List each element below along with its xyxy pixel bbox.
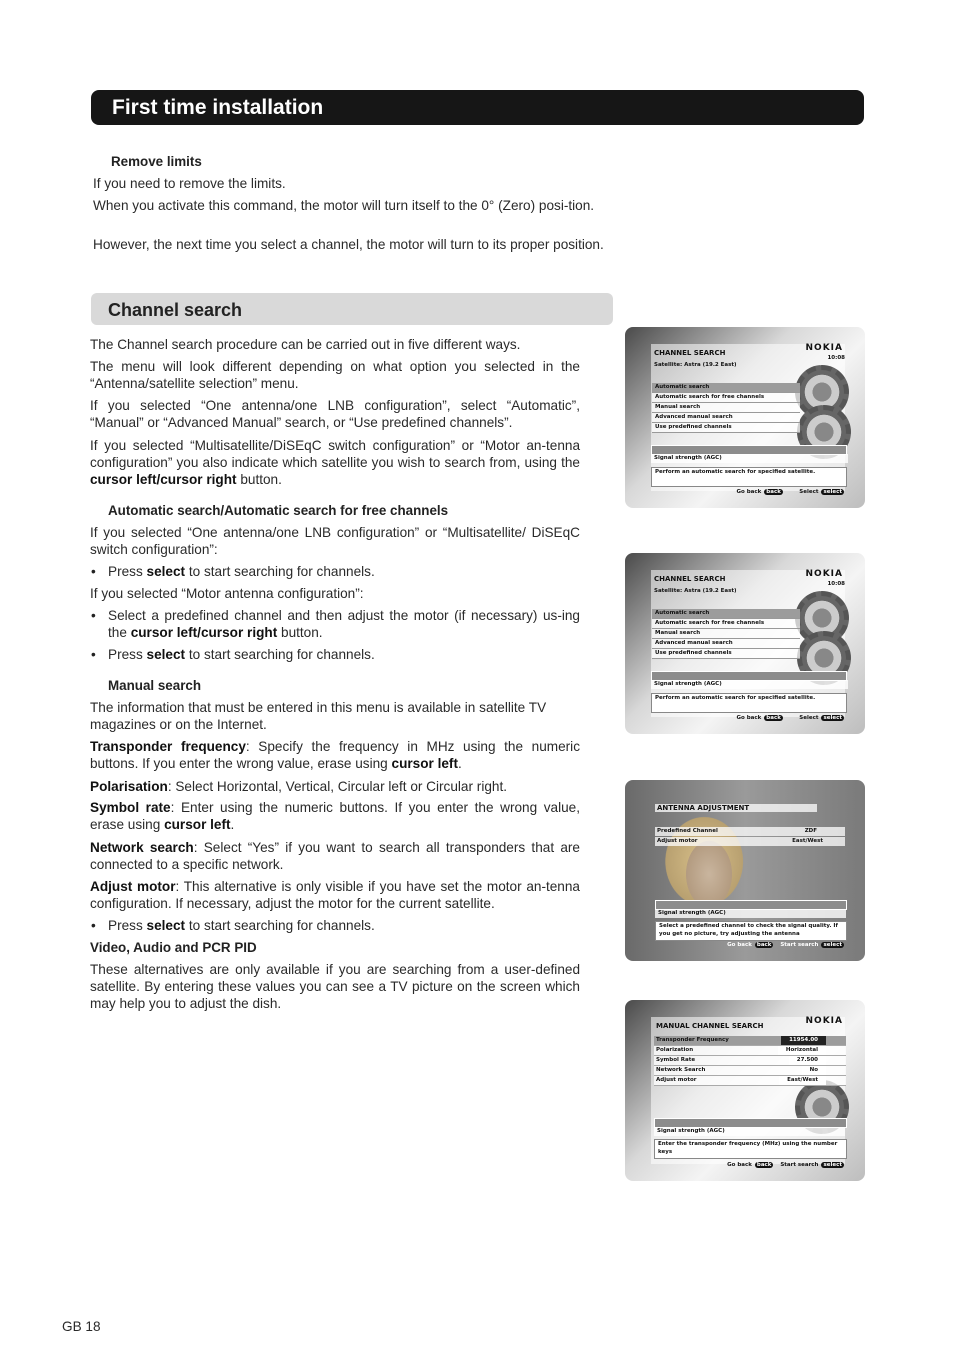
auto-search-p1: If you selected “One antenna/one LNB configuration” or “Multisatellite/ DiSEqC switch configuration”: bbox=[90, 525, 580, 557]
sr-key: cursor left bbox=[164, 817, 231, 832]
menu-item-predefined[interactable]: Use predefined channels bbox=[652, 423, 800, 433]
signal-label: Signal strength (AGC) bbox=[654, 1127, 845, 1136]
b3-c: to start searching for channels. bbox=[185, 647, 375, 662]
field-value: 27.500 bbox=[789, 1056, 826, 1065]
mb-key: select bbox=[146, 918, 186, 933]
network-search-field[interactable] bbox=[654, 1066, 846, 1076]
sr-text: : Enter using the numeric buttons. If you enter the wrong value, erase using bbox=[90, 800, 581, 832]
pol-label: Polarisation bbox=[90, 779, 168, 794]
auto-search-bullet-1 bbox=[108, 563, 580, 580]
auto-search-p2: If you selected “Motor antenna configuration”: bbox=[90, 586, 364, 601]
antenna-adjustment-screen bbox=[625, 780, 865, 961]
select-label: Select bbox=[799, 715, 819, 721]
pid-heading: Video, Audio and PCR PID bbox=[90, 940, 257, 955]
polarisation-text bbox=[90, 778, 580, 795]
go-back-label: Go back bbox=[727, 1162, 752, 1168]
remove-limits-p3: However, the next time you select a channel, the motor will turn to its proper position. bbox=[93, 237, 604, 252]
select-key[interactable]: select bbox=[823, 942, 842, 948]
go-back-label: Go back bbox=[736, 489, 762, 495]
b2-a: Select a predefined channel and then adjust the motor (if necessary) us-ing the bbox=[108, 608, 580, 640]
remove-limits-p1: If you need to remove the limits. bbox=[93, 176, 286, 191]
bullet-dot: • bbox=[91, 608, 96, 623]
polarization-field[interactable] bbox=[654, 1046, 846, 1056]
transponder-frequency-field[interactable] bbox=[654, 1036, 846, 1046]
screen-footer bbox=[727, 1162, 847, 1168]
channel-search-p2: The menu will look different depending on what option you selected in the “Antenna/satellite selection” menu. bbox=[90, 359, 580, 391]
field-value: Horizontal bbox=[778, 1046, 826, 1055]
pol-text: : Select Horizontal, Vertical, Circular left or Circular right. bbox=[167, 779, 508, 794]
bullet-dot: • bbox=[91, 564, 96, 579]
info-box: Perform an automatic search for specified satellite. bbox=[651, 467, 847, 487]
am-text: : This alternative is only visible if you have set the motor an-tenna configuration. If necessary, adjust the motor for the current satellite. bbox=[90, 879, 580, 911]
nokia-logo: NOKIA bbox=[805, 343, 843, 353]
screen-title: ANTENNA ADJUSTMENT bbox=[655, 804, 817, 812]
b3-key: select bbox=[146, 647, 186, 662]
field-label: Transponder Frequency bbox=[656, 1037, 729, 1043]
page-title: First time installation bbox=[112, 96, 324, 119]
p4-text-c: button. bbox=[236, 472, 282, 487]
predefined-channel-row[interactable] bbox=[655, 827, 845, 836]
screen-title: MANUAL CHANNEL SEARCH bbox=[656, 1022, 764, 1030]
signal-label: Signal strength (AGC) bbox=[651, 680, 848, 689]
auto-search-bullet-2 bbox=[108, 607, 580, 641]
menu-item-automatic-free[interactable]: Automatic search for free channels bbox=[652, 393, 800, 403]
b2-key: cursor left/cursor right bbox=[130, 625, 278, 640]
channel-search-p1: The Channel search procedure can be carried out in five different ways. bbox=[90, 337, 521, 352]
remove-limits-heading: Remove limits bbox=[111, 154, 202, 169]
sr-label: Symbol rate bbox=[90, 800, 171, 815]
info-box: Perform an automatic search for specified satellite. bbox=[651, 693, 847, 713]
section-title: Channel search bbox=[108, 300, 243, 320]
ns-text: : Select “Yes” if you want to search all transponders that are connected to a specific network. bbox=[90, 840, 580, 872]
remove-limits-p2: When you activate this command, the motor will turn itself to the 0° (Zero) posi-tion. bbox=[93, 198, 595, 213]
auto-search-bullet-3 bbox=[108, 646, 580, 663]
row-value: East/West bbox=[792, 838, 823, 844]
tf-key: cursor left bbox=[391, 756, 458, 771]
ns-label: Network search bbox=[90, 840, 194, 855]
nokia-logo: NOKIA bbox=[805, 569, 843, 579]
b2-c: button. bbox=[277, 625, 323, 640]
menu-item-manual[interactable]: Manual search bbox=[652, 403, 800, 413]
screen-footer bbox=[737, 489, 847, 495]
select-label: Select bbox=[799, 489, 819, 495]
select-key[interactable]: select bbox=[823, 489, 842, 495]
manual-search-p1: The information that must be entered in this menu is available in satellite TV magazines or on the Internet. bbox=[90, 700, 547, 732]
field-label: Symbol Rate bbox=[656, 1057, 696, 1063]
pid-text: These alternatives are only available if you are searching from a user-defined satellite. By entering these values you can see a TV picture on the screen which may help you to adjust the dish. bbox=[90, 962, 580, 1011]
manual-search-heading: Manual search bbox=[108, 678, 202, 693]
b1-a: Press bbox=[108, 564, 147, 579]
channel-search-p4 bbox=[90, 437, 580, 488]
nokia-logo: NOKIA bbox=[805, 1016, 843, 1026]
info-box: Enter the transponder frequency (MHz) using the number keys bbox=[654, 1139, 847, 1159]
b1-c: to start searching for channels. bbox=[185, 564, 375, 579]
p4-key: cursor left/cursor right bbox=[90, 472, 237, 487]
adjust-motor-field[interactable] bbox=[654, 1076, 846, 1086]
go-back-label: Go back bbox=[727, 942, 752, 948]
field-label: Network Search bbox=[656, 1067, 706, 1073]
back-key[interactable]: back bbox=[756, 942, 772, 948]
p4-text-a: If you selected “Multisatellite/DiSEqC switch configuration” or “Motor an-tenna configuration” you also indicate which satellite you wish to search from, using the bbox=[90, 438, 580, 470]
go-back-label: Go back bbox=[736, 715, 762, 721]
manual-channel-search-screen bbox=[625, 1000, 865, 1181]
network-search-text bbox=[90, 839, 580, 873]
channel-search-screen-1 bbox=[625, 327, 865, 508]
back-key[interactable]: back bbox=[766, 489, 781, 495]
menu-item-manual[interactable]: Manual search bbox=[652, 629, 800, 639]
adjust-motor-text bbox=[90, 878, 580, 912]
screen-clock: 10:08 bbox=[827, 581, 845, 587]
b3-a: Press bbox=[108, 647, 147, 662]
start-search-label: Start search bbox=[780, 1162, 819, 1168]
screen-footer bbox=[737, 715, 847, 721]
menu-item-predefined[interactable]: Use predefined channels bbox=[652, 649, 800, 659]
satellite-label: Satellite: Astra (19.2 East) bbox=[654, 362, 737, 368]
screen-clock: 10:08 bbox=[827, 355, 845, 361]
mb-a: Press bbox=[108, 918, 147, 933]
b1-key: select bbox=[146, 564, 186, 579]
channel-search-screen-2 bbox=[625, 553, 865, 734]
menu-item-advanced[interactable]: Advanced manual search bbox=[652, 639, 800, 649]
screen-footer bbox=[727, 942, 847, 948]
symbol-rate-field[interactable] bbox=[654, 1056, 846, 1066]
field-label: Adjust motor bbox=[656, 1077, 697, 1083]
menu-item-automatic[interactable]: Automatic search bbox=[652, 609, 800, 619]
mb-c: to start searching for channels. bbox=[185, 918, 375, 933]
symbol-rate-text bbox=[90, 799, 580, 833]
bullet-dot: • bbox=[91, 918, 96, 933]
select-key[interactable]: select bbox=[823, 715, 842, 721]
select-key[interactable]: select bbox=[823, 1162, 842, 1168]
menu-item-automatic-free[interactable]: Automatic search for free channels bbox=[652, 619, 800, 629]
tf-end: . bbox=[458, 756, 462, 771]
row-label: Predefined Channel bbox=[657, 828, 718, 834]
info-box: Select a predefined channel to check the signal quality. If you get no picture, try adjusting the antenna bbox=[655, 921, 847, 941]
auto-search-heading: Automatic search/Automatic search for free channels bbox=[108, 503, 449, 518]
am-label: Adjust motor bbox=[90, 879, 176, 894]
menu-item-automatic[interactable]: Automatic search bbox=[652, 383, 800, 393]
manual-search-bullet bbox=[108, 917, 580, 934]
screen-title: CHANNEL SEARCH bbox=[654, 575, 726, 583]
field-value: No bbox=[802, 1066, 826, 1075]
adjust-motor-row[interactable] bbox=[655, 837, 845, 846]
start-search-label: Start search bbox=[780, 942, 819, 948]
page-number: GB 18 bbox=[62, 1319, 101, 1334]
field-value: East/West bbox=[779, 1076, 826, 1085]
row-label: Adjust motor bbox=[657, 838, 698, 844]
field-label: Polarization bbox=[656, 1047, 694, 1053]
row-value: ZDF bbox=[804, 828, 817, 834]
satellite-label: Satellite: Astra (19.2 East) bbox=[654, 588, 737, 594]
bullet-dot: • bbox=[91, 647, 96, 662]
tf-label: Transponder frequency bbox=[90, 739, 246, 754]
field-value: 11954.00 bbox=[781, 1036, 826, 1045]
tf-text: : Specify the frequency in MHz using the numeric buttons. If you enter the wrong value, erase using bbox=[90, 739, 580, 771]
transponder-frequency-text bbox=[90, 738, 580, 772]
menu-item-advanced[interactable]: Advanced manual search bbox=[652, 413, 800, 423]
sr-end: . bbox=[230, 817, 235, 832]
channel-search-p3: If you selected “One antenna/one LNB configuration”, select “Automatic”, “Manual” or “Advanced Manual” search, or “Use predefined channels”. bbox=[90, 398, 580, 430]
back-key[interactable]: back bbox=[766, 715, 781, 721]
signal-label: Signal strength (AGC) bbox=[651, 454, 848, 463]
screen-title: CHANNEL SEARCH bbox=[654, 349, 726, 357]
signal-label: Signal strength (AGC) bbox=[655, 909, 846, 918]
back-key[interactable]: back bbox=[756, 1162, 772, 1168]
